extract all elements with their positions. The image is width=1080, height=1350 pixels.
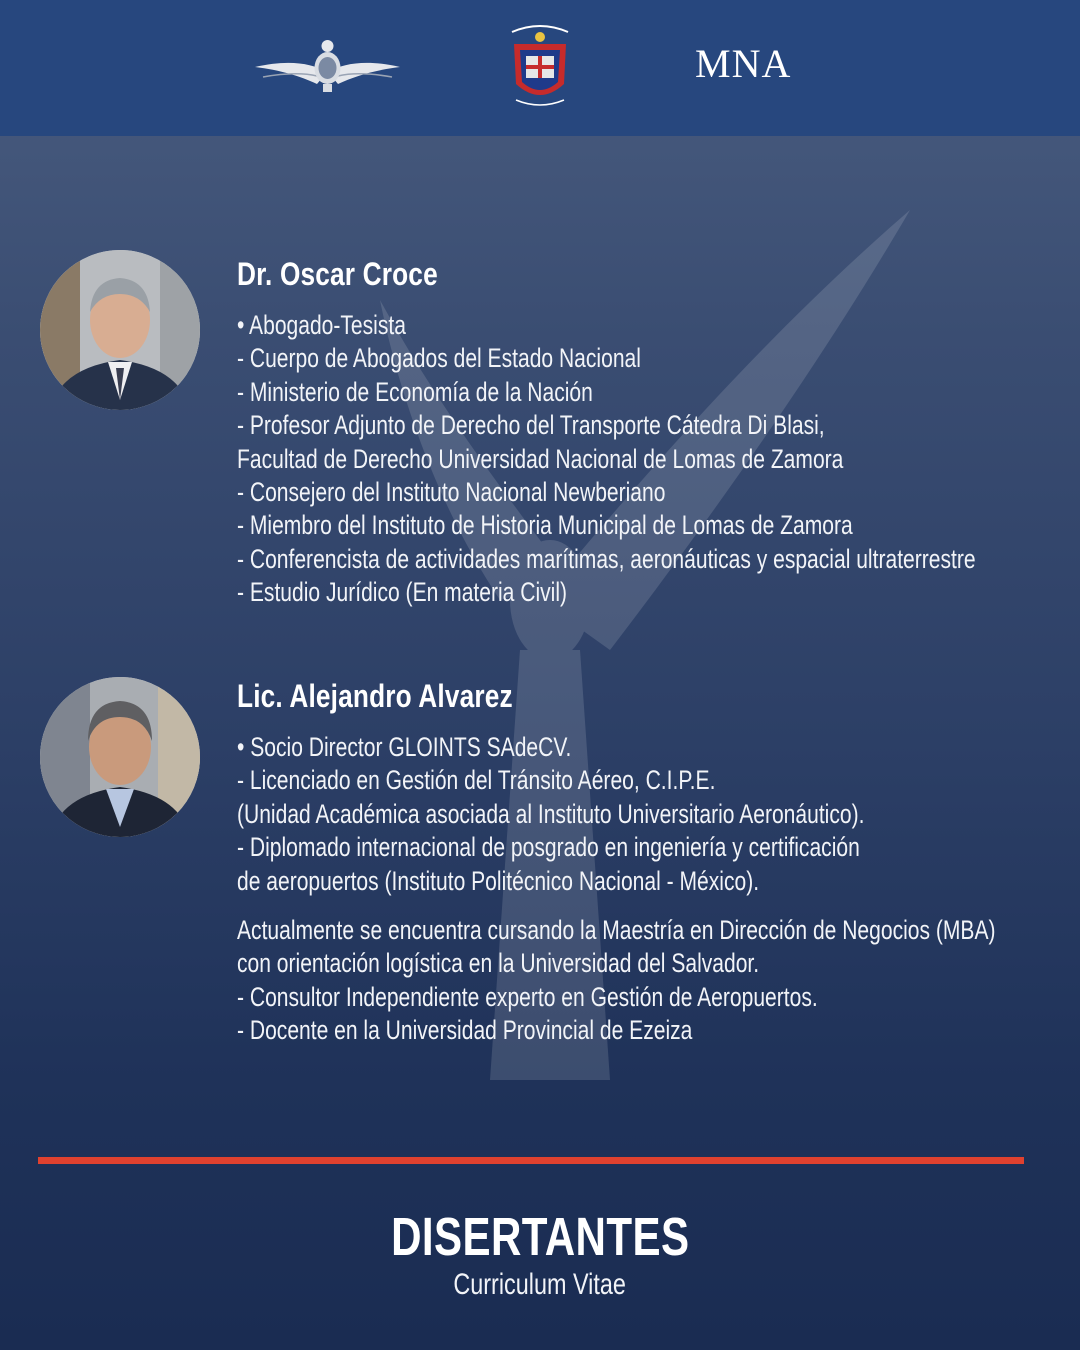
bio-line: - Ministerio de Economía de la Nación [237, 376, 593, 407]
bio-line: - Profesor Adjunto de Derecho del Transporte Cátedra Di Blasi, [237, 410, 825, 441]
mna-logo: MNA [695, 41, 792, 86]
bio-line: (Unidad Académica asociada al Instituto Universitario Aeronáutico). [237, 798, 865, 829]
bio-line: - Consejero del Instituto Nacional Newberiano [237, 476, 666, 507]
air-force-wings-icon [255, 32, 400, 97]
footer-subtitle-wrap [0, 1266, 1080, 1304]
bio-line: - Diplomado internacional de posgrado en ingeniería y certificación [237, 832, 860, 863]
header-bar [0, 0, 1080, 136]
avatar-oscar-croce [40, 250, 200, 410]
bio-line: - Conferencista de actividades marítimas, aeronáuticas y espacial ultraterrestre [237, 543, 976, 574]
bio-line: - Estudio Jurídico (En materia Civil) [237, 577, 568, 608]
speaker-name: Dr. Oscar Croce [237, 256, 438, 292]
bio-line: - Miembro del Instituto de Historia Municipal de Lomas de Zamora [237, 510, 853, 541]
bio-line: Facultad de Derecho Universidad Nacional de Lomas de Zamora [237, 443, 844, 474]
bio-line: - Consultor Independiente experto en Gestión de Aeropuertos. [237, 981, 818, 1012]
speaker-bio [237, 731, 864, 898]
accent-divider [38, 1157, 1024, 1164]
bio-line: con orientación logística en la Universidad del Salvador. [237, 948, 760, 979]
bio-line: - Licenciado en Gestión del Tránsito Aéreo, C.I.P.E. [237, 765, 716, 796]
speaker-bio-continued [237, 914, 996, 1048]
speaker-name: Lic. Alejandro Alvarez [237, 678, 513, 714]
speaker-bio [237, 309, 976, 610]
footer-subtitle: Curriculum Vitae [453, 1268, 627, 1301]
bio-line: - Cuerpo de Abogados del Estado Nacional [237, 343, 641, 374]
footer-title: DISERTANTES [390, 1207, 690, 1267]
bio-line: Actualmente se encuentra cursando la Maestría en Dirección de Negocios (MBA) [237, 915, 996, 945]
bio-line: - Docente en la Universidad Provincial de Ezeiza [237, 1015, 693, 1046]
bio-line: de aeropuertos (Instituto Politécnico Nacional - México). [237, 865, 760, 896]
footer-title-wrap [0, 1206, 1080, 1268]
avatar-alejandro-alvarez [40, 677, 200, 837]
air-force-crest-icon [506, 22, 574, 108]
bio-line: • Socio Director GLOINTS SAdeCV. [237, 732, 572, 762]
bio-line: • Abogado-Tesista [237, 310, 406, 340]
